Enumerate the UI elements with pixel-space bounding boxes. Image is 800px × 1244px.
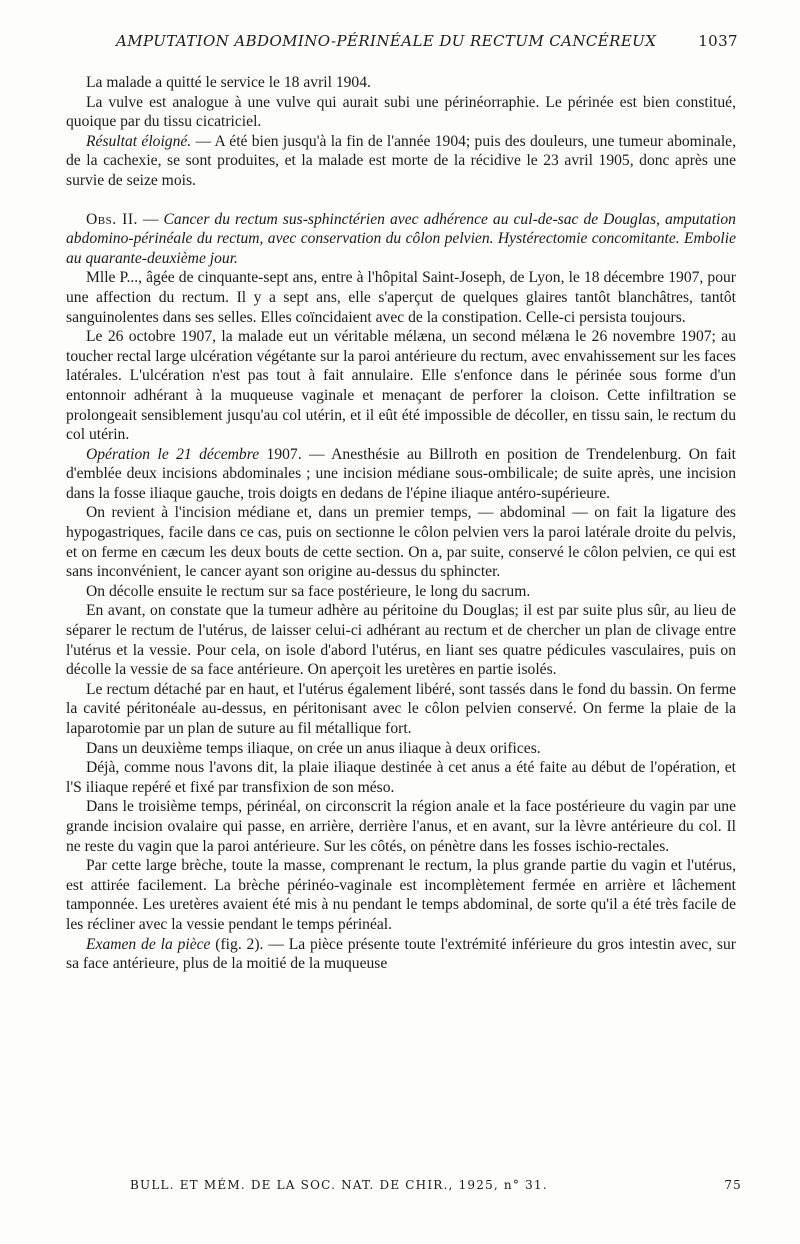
section-label: Opération le 21 décembre [86, 445, 260, 463]
paragraph: Le rectum détaché par en haut, et l'utérus également libéré, sont tassés dans le fond du bassin. On ferme la cavité péritonéale au-dessus, en péritonisant avec le côlon pelvien conservé. On ferme la plaie de la laparotomie par un plan de suture au fil métallique fort. [66, 680, 736, 737]
paragraph: Dans un deuxième temps iliaque, on crée un anus iliaque à deux orifices. [86, 739, 541, 757]
paragraph: Dans le troisième temps, périnéal, on circonscrit la région anale et la face postérieure du vagin par une grande incision ovalaire qui passe, en arrière, derrière l'anus, et en avant, sur la lèvre antérieure du col. Il ne reste du vagin que la paroi antérieure. Sur les côtés, on pénètre dans les fosses ischio-rectales. [66, 798, 736, 855]
journal-citation: BULL. ET MÉM. DE LA SOC. NAT. DE CHIR., 1925, n° 31. [130, 1178, 548, 1192]
sheet-number: 75 [724, 1178, 742, 1192]
section-label: Résultat éloigné. [86, 132, 192, 150]
paragraph: Déjà, comme nous l'avons dit, la plaie iliaque destinée à cet anus a été faite au début de l'opération, et l'S iliaque repéré et fixé par transfixion de son méso. [66, 759, 736, 796]
observation-label: Obs. II. [86, 210, 138, 228]
observation-heading [66, 210, 736, 269]
running-title: AMPUTATION ABDOMINO-PÉRINÉALE DU RECTUM CANCÉREUX [116, 32, 657, 50]
paragraph: On revient à l'incision médiane et, dans un premier temps, — abdominal — on fait la ligature des hypogastriques, facile dans ce cas, puis on sectionne le côlon pelvien vers la paroi latérale droite du pelvis, et on ferme en cæcum les deux bouts de cette section. On a, par suite, conservé le côlon pelvien, ce qui est sans inconvénient, le cancer ayant son origine au-dessus du sphincter. [66, 504, 736, 581]
paragraph [66, 445, 736, 504]
paragraph: La vulve est analogue à une vulve qui aurait subi une périnéorraphie. Le périnée est bien constitué, quoique par du tissu cicatriciel. [66, 93, 736, 131]
paragraph: En avant, on constate que la tumeur adhère au péritoine du Douglas; il est par suite plus sûr, au lieu de séparer le rectum de l'utérus, de laisser celui-ci adhérant au rectum et de chercher un plan de clivage entre l'utérus et la vessie. Pour cela, on isole d'abord l'utérus, en liant ses quatre pédicules vasculaires, puis on décolle la vessie de sa face antérieure. On aperçoit les uretères en partie isolés. [66, 602, 736, 679]
paragraph: Le 26 octobre 1907, la malade eut un véritable mélæna, un second mélæna le 26 novembre 1907; au toucher rectal large ulcération végétante sur la paroi antérieure du rectum, avec envahissement sur les faces latérales. L'ulcération n'est pas tout à fait annulaire. Elle s'enfonce dans le périnée sous forme d'un entonnoir adhérant à la muqueuse vaginale et menaçant de perforer la cloison. Cette infiltration se prolongeait sensiblement jusqu'au col utérin, et il eût été impossible de décoller, en tissu sain, le rectum du col utérin. [66, 328, 736, 444]
paragraph: Mlle P..., âgée de cinquante-sept ans, entre à l'hôpital Saint-Joseph, de Lyon, le 18 décembre 1907, pour une affection du rectum. Il y a sept ans, elle s'aperçut de quelques glaires tantôt blanchâtres, tantôt sanguinolentes dans ses selles. Elles coïncidaient avec de la constipation. Celle-ci persista toujours. [66, 269, 736, 326]
section-label: Examen de la pièce [86, 935, 211, 953]
paragraph: Par cette large brèche, toute la masse, comprenant le rectum, la plus grande partie du vagin et l'utérus, est attirée facilement. La brèche périnéo-vaginale est incomplètement fermée en arrière et lâchement tamponnée. Les uretères avaient été mis à nu pendant le temps abdominal, de sorte qu'il a été très facile de les récliner avec la vessie pendant le temps périnéal. [66, 857, 736, 933]
paragraph [66, 132, 736, 191]
paragraph-text: (fig. 2). — La pièce présente toute l'extrémité inférieure du gros intestin avec, sur sa face antérieure, plus de la moitié de la muqueuse [66, 935, 736, 973]
paragraph: La malade a quitté le service le 18 avril 1904. [86, 74, 371, 91]
paragraph: On décolle ensuite le rectum sur sa face postérieure, le long du sacrum. [86, 582, 531, 600]
paragraph-text: 1907. — Anesthésie au Billroth en position de Trendelenburg. On fait d'emblée deux incisions abdominales ; une incision médiane sous-ombilicale; de suite après, une incision dans la fosse iliaque gauche, trois doigts en dedans de l'épine iliaque antéro-supérieure. [66, 445, 736, 502]
paragraph [66, 935, 736, 974]
observation-dash: — [137, 210, 164, 228]
running-head [60, 32, 738, 54]
page-number: 1037 [698, 32, 738, 50]
observation-title: Cancer du rectum sus-sphinctérien avec adhérence au cul-de-sac de Douglas, amputation abdomino-périnéale du rectum, avec conservation du côlon pelvien. Hystérectomie concomitante. Embolie au quarante-deuxième jour. [66, 210, 736, 267]
paragraph-text: — A été bien jusqu'à la fin de l'année 1904; puis des douleurs, une tumeur abominale, de la cachexie, se sont produites, et la malade est morte de la récidive le 23 avril 1905, donc après une survie de seize mois. [66, 132, 736, 189]
article-body [66, 73, 736, 974]
